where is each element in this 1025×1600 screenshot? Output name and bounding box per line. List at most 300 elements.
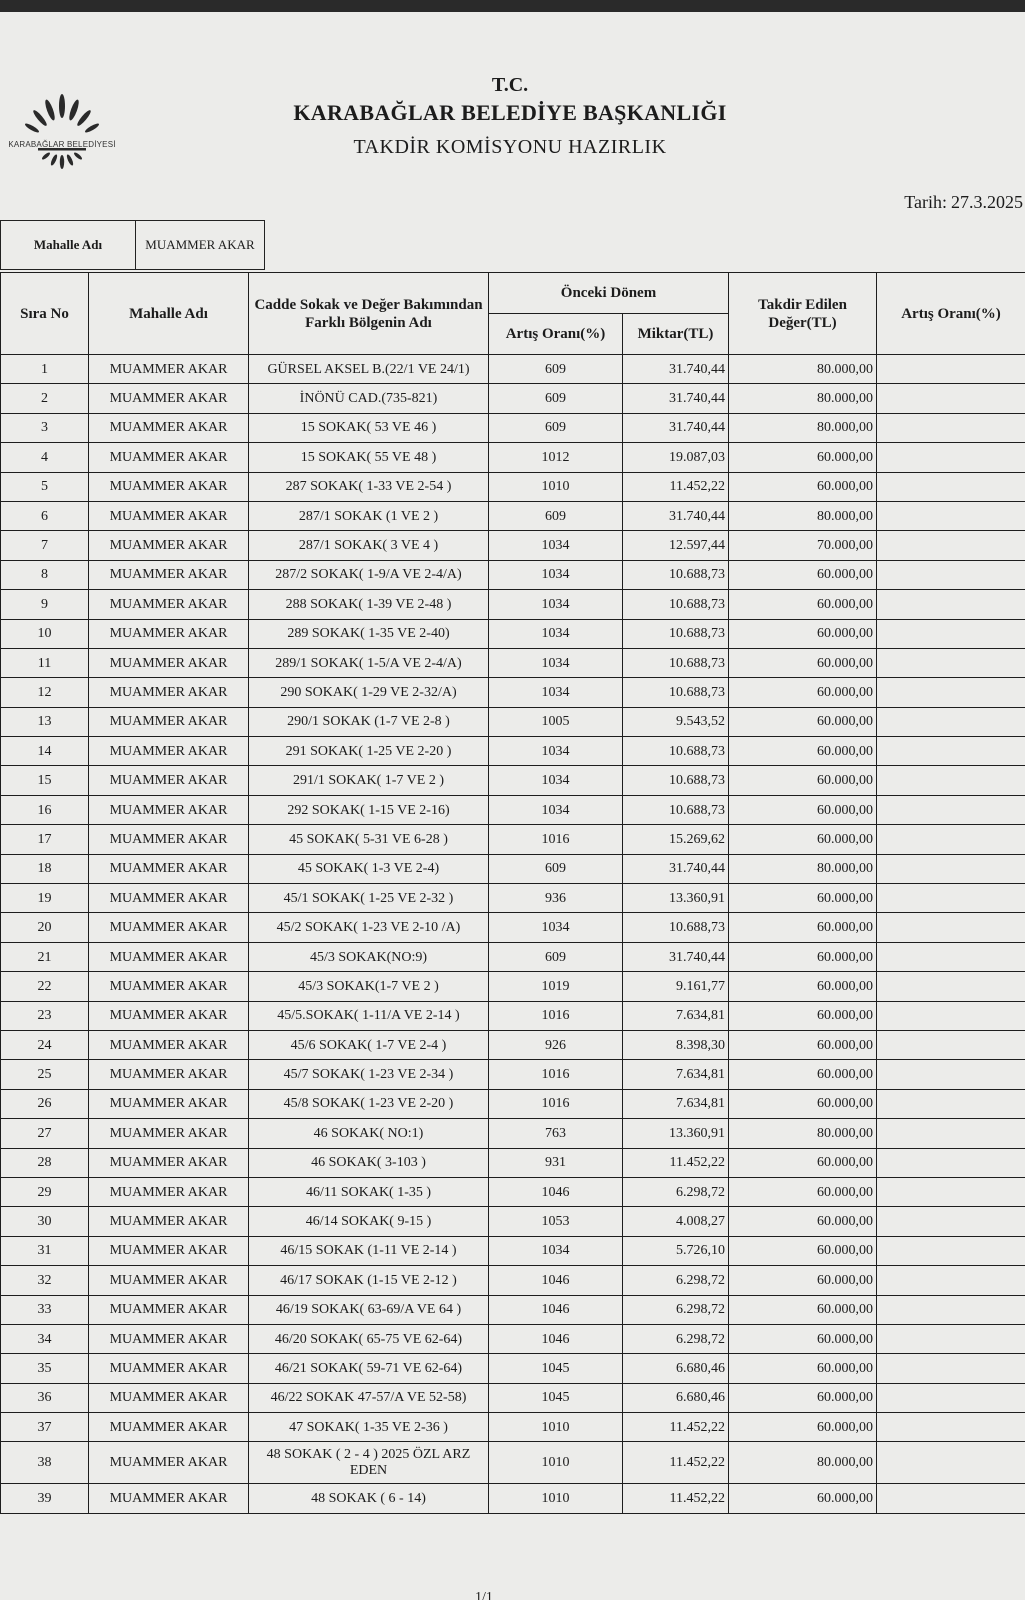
cell-sira-no: 10 [1, 619, 89, 648]
cell-mahalle: MUAMMER AKAR [89, 1060, 249, 1089]
cell-sira-no: 13 [1, 707, 89, 736]
table-row [1, 1295, 1025, 1324]
cell-street: 45/6 SOKAK( 1-7 VE 2-4 ) [249, 1030, 489, 1059]
cell-increase-rate [877, 560, 1025, 589]
cell-assessed-value: 80.000,00 [729, 854, 877, 883]
header-municipality: KARABAĞLAR BELEDİYE BAŞKANLIĞI [293, 100, 727, 125]
cell-prev-amount: 6.298,72 [623, 1324, 729, 1353]
cell-prev-amount: 11.452,22 [623, 1148, 729, 1177]
cell-street: 45/3 SOKAK(NO:9) [249, 942, 489, 971]
cell-street: 45/2 SOKAK( 1-23 VE 2-10 /A) [249, 913, 489, 942]
cell-assessed-value: 60.000,00 [729, 1266, 877, 1295]
cell-prev-amount: 6.680,46 [623, 1354, 729, 1383]
header-mahalle: Mahalle Adı [89, 273, 249, 355]
cell-prev-amount: 7.634,81 [623, 1060, 729, 1089]
cell-prev-amount: 9.543,52 [623, 707, 729, 736]
cell-mahalle: MUAMMER AKAR [89, 1484, 249, 1513]
cell-prev-amount: 10.688,73 [623, 590, 729, 619]
table-row [1, 825, 1025, 854]
cell-sira-no: 7 [1, 531, 89, 560]
cell-prev-amount: 6.298,72 [623, 1295, 729, 1324]
table-body [1, 355, 1025, 1514]
cell-prev-rate: 1034 [489, 531, 623, 560]
cell-street: 46/11 SOKAK( 1-35 ) [249, 1177, 489, 1206]
cell-street: 45 SOKAK( 5-31 VE 6-28 ) [249, 825, 489, 854]
cell-prev-amount: 10.688,73 [623, 648, 729, 677]
cell-prev-amount: 5.726,10 [623, 1236, 729, 1265]
cell-prev-rate: 1046 [489, 1324, 623, 1353]
cell-assessed-value: 60.000,00 [729, 1484, 877, 1513]
cell-increase-rate [877, 619, 1025, 648]
cell-assessed-value: 60.000,00 [729, 443, 877, 472]
cell-prev-rate: 1010 [489, 1442, 623, 1484]
cell-street: 287/2 SOKAK( 1-9/A VE 2-4/A) [249, 560, 489, 589]
cell-prev-rate: 1034 [489, 795, 623, 824]
table-row [1, 1177, 1025, 1206]
cell-prev-amount: 31.740,44 [623, 854, 729, 883]
cell-mahalle: MUAMMER AKAR [89, 1413, 249, 1442]
cell-mahalle: MUAMMER AKAR [89, 384, 249, 413]
cell-street: 289 SOKAK( 1-35 VE 2-40) [249, 619, 489, 648]
cell-sira-no: 22 [1, 972, 89, 1001]
header-subtitle: TAKDİR KOMİSYONU HAZIRLIK [353, 136, 667, 158]
cell-sira-no: 27 [1, 1119, 89, 1148]
cell-sira-no: 4 [1, 443, 89, 472]
cell-mahalle: MUAMMER AKAR [89, 795, 249, 824]
cell-assessed-value: 60.000,00 [729, 942, 877, 971]
cell-assessed-value: 60.000,00 [729, 1236, 877, 1265]
table-row [1, 766, 1025, 795]
cell-street: 45/5.SOKAK( 1-11/A VE 2-14 ) [249, 1001, 489, 1030]
table-row [1, 472, 1025, 501]
table-row [1, 531, 1025, 560]
cell-sira-no: 8 [1, 560, 89, 589]
cell-street: 45/8 SOKAK( 1-23 VE 2-20 ) [249, 1089, 489, 1118]
cell-mahalle: MUAMMER AKAR [89, 531, 249, 560]
cell-street: 291/1 SOKAK( 1-7 VE 2 ) [249, 766, 489, 795]
cell-mahalle: MUAMMER AKAR [89, 737, 249, 766]
table-row [1, 1207, 1025, 1236]
cell-mahalle: MUAMMER AKAR [89, 355, 249, 384]
document-date [900, 192, 1023, 213]
cell-assessed-value: 60.000,00 [729, 678, 877, 707]
table-row [1, 737, 1025, 766]
cell-prev-amount: 4.008,27 [623, 1207, 729, 1236]
table-row [1, 707, 1025, 736]
table-row [1, 1148, 1025, 1177]
cell-increase-rate [877, 1089, 1025, 1118]
header-previous-period: Önceki Dönem [489, 273, 729, 314]
table-row [1, 1442, 1025, 1484]
cell-sira-no: 9 [1, 590, 89, 619]
cell-mahalle: MUAMMER AKAR [89, 1354, 249, 1383]
cell-prev-rate: 1045 [489, 1383, 623, 1412]
cell-sira-no: 2 [1, 384, 89, 413]
cell-street: 15 SOKAK( 53 VE 46 ) [249, 413, 489, 442]
cell-prev-amount: 6.298,72 [623, 1177, 729, 1206]
cell-prev-rate: 1012 [489, 443, 623, 472]
cell-street: 46/15 SOKAK (1-11 VE 2-14 ) [249, 1236, 489, 1265]
cell-increase-rate [877, 1266, 1025, 1295]
cell-increase-rate [877, 1148, 1025, 1177]
cell-increase-rate [877, 707, 1025, 736]
cell-sira-no: 34 [1, 1324, 89, 1353]
cell-assessed-value: 60.000,00 [729, 1383, 877, 1412]
table-row [1, 413, 1025, 442]
table-row [1, 795, 1025, 824]
cell-sira-no: 35 [1, 1354, 89, 1383]
cell-sira-no: 20 [1, 913, 89, 942]
cell-street: 45/7 SOKAK( 1-23 VE 2-34 ) [249, 1060, 489, 1089]
cell-increase-rate [877, 1324, 1025, 1353]
cell-assessed-value: 60.000,00 [729, 1030, 877, 1059]
cell-increase-rate [877, 1236, 1025, 1265]
cell-street: 287/1 SOKAK (1 VE 2 ) [249, 501, 489, 530]
cell-sira-no: 37 [1, 1413, 89, 1442]
cell-prev-rate: 609 [489, 942, 623, 971]
cell-prev-rate: 926 [489, 1030, 623, 1059]
cell-increase-rate [877, 678, 1025, 707]
cell-sira-no: 11 [1, 648, 89, 677]
cell-increase-rate [877, 1060, 1025, 1089]
table-row [1, 1236, 1025, 1265]
cell-increase-rate [877, 1383, 1025, 1412]
cell-prev-rate: 1034 [489, 1236, 623, 1265]
cell-prev-amount: 31.740,44 [623, 942, 729, 971]
cell-assessed-value: 60.000,00 [729, 1354, 877, 1383]
cell-prev-amount: 10.688,73 [623, 678, 729, 707]
cell-mahalle: MUAMMER AKAR [89, 590, 249, 619]
cell-prev-rate: 763 [489, 1119, 623, 1148]
cell-increase-rate [877, 355, 1025, 384]
cell-mahalle: MUAMMER AKAR [89, 472, 249, 501]
neighborhood-box [0, 220, 265, 270]
header-street: Cadde Sokak ve Değer Bakımından Farklı Bölgenin Adı [249, 273, 489, 355]
neighborhood-label: Mahalle Adı [1, 221, 136, 270]
cell-prev-amount: 19.087,03 [623, 443, 729, 472]
cell-sira-no: 14 [1, 737, 89, 766]
cell-street: 46 SOKAK( NO:1) [249, 1119, 489, 1148]
cell-prev-rate: 1034 [489, 766, 623, 795]
cell-street: 45/3 SOKAK(1-7 VE 2 ) [249, 972, 489, 1001]
cell-sira-no: 28 [1, 1148, 89, 1177]
cell-sira-no: 31 [1, 1236, 89, 1265]
cell-prev-rate: 1005 [489, 707, 623, 736]
cell-mahalle: MUAMMER AKAR [89, 1324, 249, 1353]
cell-sira-no: 6 [1, 501, 89, 530]
cell-prev-amount: 9.161,77 [623, 972, 729, 1001]
cell-mahalle: MUAMMER AKAR [89, 413, 249, 442]
table-row [1, 1119, 1025, 1148]
cell-increase-rate [877, 443, 1025, 472]
cell-increase-rate [877, 384, 1025, 413]
cell-prev-rate: 936 [489, 884, 623, 913]
cell-assessed-value: 60.000,00 [729, 590, 877, 619]
cell-increase-rate [877, 648, 1025, 677]
cell-prev-rate: 1045 [489, 1354, 623, 1383]
cell-assessed-value: 60.000,00 [729, 1207, 877, 1236]
cell-sira-no: 33 [1, 1295, 89, 1324]
cell-sira-no: 3 [1, 413, 89, 442]
cell-sira-no: 19 [1, 884, 89, 913]
cell-assessed-value: 60.000,00 [729, 619, 877, 648]
cell-prev-rate: 1010 [489, 1484, 623, 1513]
cell-prev-rate: 1053 [489, 1207, 623, 1236]
cell-sira-no: 21 [1, 942, 89, 971]
cell-increase-rate [877, 1295, 1025, 1324]
cell-sira-no: 39 [1, 1484, 89, 1513]
cell-increase-rate [877, 1030, 1025, 1059]
cell-prev-amount: 31.740,44 [623, 355, 729, 384]
table-row [1, 913, 1025, 942]
cell-assessed-value: 60.000,00 [729, 1001, 877, 1030]
table-row [1, 560, 1025, 589]
table-row [1, 384, 1025, 413]
table-row [1, 1413, 1025, 1442]
cell-prev-rate: 1046 [489, 1295, 623, 1324]
cell-increase-rate [877, 1354, 1025, 1383]
table-row [1, 1484, 1025, 1513]
cell-assessed-value: 60.000,00 [729, 972, 877, 1001]
cell-increase-rate [877, 1413, 1025, 1442]
logo-emblem-icon [6, 84, 118, 184]
cell-assessed-value: 60.000,00 [729, 560, 877, 589]
cell-prev-amount: 11.452,22 [623, 1442, 729, 1484]
cell-prev-rate: 1034 [489, 678, 623, 707]
cell-prev-rate: 1034 [489, 648, 623, 677]
cell-mahalle: MUAMMER AKAR [89, 1030, 249, 1059]
cell-street: 45 SOKAK( 1-3 VE 2-4) [249, 854, 489, 883]
cell-increase-rate [877, 854, 1025, 883]
cell-assessed-value: 80.000,00 [729, 384, 877, 413]
cell-prev-amount: 10.688,73 [623, 913, 729, 942]
table-row [1, 1324, 1025, 1353]
cell-mahalle: MUAMMER AKAR [89, 1295, 249, 1324]
cell-sira-no: 36 [1, 1383, 89, 1412]
cell-mahalle: MUAMMER AKAR [89, 1236, 249, 1265]
cell-assessed-value: 60.000,00 [729, 1148, 877, 1177]
cell-street: 46/22 SOKAK 47-57/A VE 52-58) [249, 1383, 489, 1412]
cell-increase-rate [877, 795, 1025, 824]
cell-prev-amount: 7.634,81 [623, 1089, 729, 1118]
table-row [1, 1266, 1025, 1295]
cell-increase-rate [877, 472, 1025, 501]
cell-mahalle: MUAMMER AKAR [89, 619, 249, 648]
cell-mahalle: MUAMMER AKAR [89, 1119, 249, 1148]
cell-street: 291 SOKAK( 1-25 VE 2-20 ) [249, 737, 489, 766]
cell-mahalle: MUAMMER AKAR [89, 913, 249, 942]
cell-mahalle: MUAMMER AKAR [89, 501, 249, 530]
cell-increase-rate [877, 531, 1025, 560]
cell-increase-rate [877, 501, 1025, 530]
cell-mahalle: MUAMMER AKAR [89, 825, 249, 854]
cell-increase-rate [877, 1484, 1025, 1513]
cell-street: GÜRSEL AKSEL B.(22/1 VE 24/1) [249, 355, 489, 384]
cell-prev-rate: 1034 [489, 560, 623, 589]
cell-increase-rate [877, 972, 1025, 1001]
cell-prev-rate: 609 [489, 355, 623, 384]
cell-prev-rate: 1034 [489, 913, 623, 942]
cell-prev-rate: 931 [489, 1148, 623, 1177]
cell-sira-no: 32 [1, 1266, 89, 1295]
cell-mahalle: MUAMMER AKAR [89, 1177, 249, 1206]
cell-prev-rate: 609 [489, 854, 623, 883]
cell-street: 287 SOKAK( 1-33 VE 2-54 ) [249, 472, 489, 501]
header-prev-rate: Artış Oranı(%) [489, 314, 623, 355]
cell-street: İNÖNÜ CAD.(735-821) [249, 384, 489, 413]
cell-mahalle: MUAMMER AKAR [89, 972, 249, 1001]
cell-increase-rate [877, 413, 1025, 442]
table-row [1, 1383, 1025, 1412]
cell-sira-no: 38 [1, 1442, 89, 1484]
cell-street: 46/21 SOKAK( 59-71 VE 62-64) [249, 1354, 489, 1383]
cell-prev-amount: 10.688,73 [623, 619, 729, 648]
cell-prev-rate: 609 [489, 413, 623, 442]
cell-street: 46/20 SOKAK( 65-75 VE 62-64) [249, 1324, 489, 1353]
cell-prev-amount: 13.360,91 [623, 1119, 729, 1148]
cell-street: 288 SOKAK( 1-39 VE 2-48 ) [249, 590, 489, 619]
cell-prev-rate: 1019 [489, 972, 623, 1001]
date-label: Tarih: [904, 192, 947, 212]
cell-sira-no: 17 [1, 825, 89, 854]
cell-prev-amount: 31.740,44 [623, 384, 729, 413]
cell-prev-amount: 6.298,72 [623, 1266, 729, 1295]
table-row [1, 1060, 1025, 1089]
cell-sira-no: 25 [1, 1060, 89, 1089]
table-row [1, 942, 1025, 971]
table-row [1, 648, 1025, 677]
cell-assessed-value: 60.000,00 [729, 1060, 877, 1089]
cell-increase-rate [877, 766, 1025, 795]
cell-prev-amount: 31.740,44 [623, 413, 729, 442]
cell-sira-no: 29 [1, 1177, 89, 1206]
cell-prev-amount: 31.740,44 [623, 501, 729, 530]
cell-mahalle: MUAMMER AKAR [89, 942, 249, 971]
header-prev-amount: Miktar(TL) [623, 314, 729, 355]
cell-assessed-value: 60.000,00 [729, 648, 877, 677]
valuation-table [0, 272, 1025, 1514]
cell-increase-rate [877, 1119, 1025, 1148]
cell-mahalle: MUAMMER AKAR [89, 884, 249, 913]
cell-increase-rate [877, 1001, 1025, 1030]
table-row [1, 972, 1025, 1001]
cell-street: 46/19 SOKAK( 63-69/A VE 64 ) [249, 1295, 489, 1324]
logo-text: KARABAĞLAR BELEDİYESİ [8, 140, 116, 149]
header-assessed-value: Takdir Edilen Değer(TL) [729, 273, 877, 355]
cell-street: 48 SOKAK ( 2 - 4 ) 2025 ÖZL ARZ EDEN [249, 1442, 489, 1484]
header-tc: T.C. [491, 74, 529, 96]
cell-sira-no: 30 [1, 1207, 89, 1236]
cell-sira-no: 24 [1, 1030, 89, 1059]
cell-prev-rate: 1034 [489, 619, 623, 648]
cell-prev-rate: 1034 [489, 737, 623, 766]
cell-assessed-value: 60.000,00 [729, 1295, 877, 1324]
cell-assessed-value: 60.000,00 [729, 1324, 877, 1353]
document-page [0, 12, 1025, 1600]
cell-mahalle: MUAMMER AKAR [89, 1266, 249, 1295]
cell-street: 290 SOKAK( 1-29 VE 2-32/A) [249, 678, 489, 707]
cell-prev-amount: 11.452,22 [623, 472, 729, 501]
cell-prev-rate: 1016 [489, 1060, 623, 1089]
cell-assessed-value: 60.000,00 [729, 737, 877, 766]
table-row [1, 590, 1025, 619]
cell-mahalle: MUAMMER AKAR [89, 1148, 249, 1177]
cell-street: 15 SOKAK( 55 VE 48 ) [249, 443, 489, 472]
cell-prev-amount: 10.688,73 [623, 560, 729, 589]
cell-assessed-value: 60.000,00 [729, 913, 877, 942]
cell-street: 46/14 SOKAK( 9-15 ) [249, 1207, 489, 1236]
cell-increase-rate [877, 825, 1025, 854]
cell-street: 48 SOKAK ( 6 - 14) [249, 1484, 489, 1513]
cell-sira-no: 15 [1, 766, 89, 795]
cell-mahalle: MUAMMER AKAR [89, 707, 249, 736]
cell-street: 46/17 SOKAK (1-15 VE 2-12 ) [249, 1266, 489, 1295]
table-row [1, 884, 1025, 913]
cell-mahalle: MUAMMER AKAR [89, 1442, 249, 1484]
cell-prev-rate: 1016 [489, 1089, 623, 1118]
table-row [1, 1089, 1025, 1118]
table-row [1, 1001, 1025, 1030]
cell-mahalle: MUAMMER AKAR [89, 1207, 249, 1236]
cell-street: 289/1 SOKAK( 1-5/A VE 2-4/A) [249, 648, 489, 677]
table-row [1, 1354, 1025, 1383]
cell-assessed-value: 70.000,00 [729, 531, 877, 560]
cell-street: 47 SOKAK( 1-35 VE 2-36 ) [249, 1413, 489, 1442]
cell-sira-no: 5 [1, 472, 89, 501]
neighborhood-value: MUAMMER AKAR [136, 221, 265, 270]
cell-increase-rate [877, 1177, 1025, 1206]
cell-mahalle: MUAMMER AKAR [89, 678, 249, 707]
cell-assessed-value: 60.000,00 [729, 1413, 877, 1442]
cell-assessed-value: 80.000,00 [729, 1442, 877, 1484]
cell-increase-rate [877, 942, 1025, 971]
cell-mahalle: MUAMMER AKAR [89, 443, 249, 472]
cell-prev-amount: 11.452,22 [623, 1484, 729, 1513]
cell-assessed-value: 60.000,00 [729, 1089, 877, 1118]
cell-increase-rate [877, 913, 1025, 942]
cell-assessed-value: 80.000,00 [729, 501, 877, 530]
cell-prev-amount: 6.680,46 [623, 1383, 729, 1412]
date-value: 27.3.2025 [951, 192, 1023, 212]
table-row [1, 443, 1025, 472]
table-row [1, 619, 1025, 648]
cell-street: 287/1 SOKAK( 3 VE 4 ) [249, 531, 489, 560]
cell-prev-amount: 8.398,30 [623, 1030, 729, 1059]
cell-mahalle: MUAMMER AKAR [89, 766, 249, 795]
cell-prev-rate: 1010 [489, 1413, 623, 1442]
cell-prev-amount: 15.269,62 [623, 825, 729, 854]
cell-increase-rate [877, 1207, 1025, 1236]
cell-assessed-value: 60.000,00 [729, 472, 877, 501]
cell-mahalle: MUAMMER AKAR [89, 648, 249, 677]
header-sira-no: Sıra No [1, 273, 89, 355]
cell-prev-amount: 12.597,44 [623, 531, 729, 560]
cell-sira-no: 18 [1, 854, 89, 883]
cell-street: 292 SOKAK( 1-15 VE 2-16) [249, 795, 489, 824]
cell-prev-rate: 609 [489, 384, 623, 413]
cell-prev-amount: 10.688,73 [623, 737, 729, 766]
cell-mahalle: MUAMMER AKAR [89, 1089, 249, 1118]
cell-prev-rate: 609 [489, 501, 623, 530]
cell-assessed-value: 60.000,00 [729, 707, 877, 736]
cell-assessed-value: 60.000,00 [729, 1177, 877, 1206]
cell-assessed-value: 80.000,00 [729, 1119, 877, 1148]
cell-increase-rate [877, 884, 1025, 913]
cell-prev-rate: 1046 [489, 1177, 623, 1206]
cell-increase-rate [877, 737, 1025, 766]
cell-mahalle: MUAMMER AKAR [89, 1383, 249, 1412]
cell-sira-no: 12 [1, 678, 89, 707]
